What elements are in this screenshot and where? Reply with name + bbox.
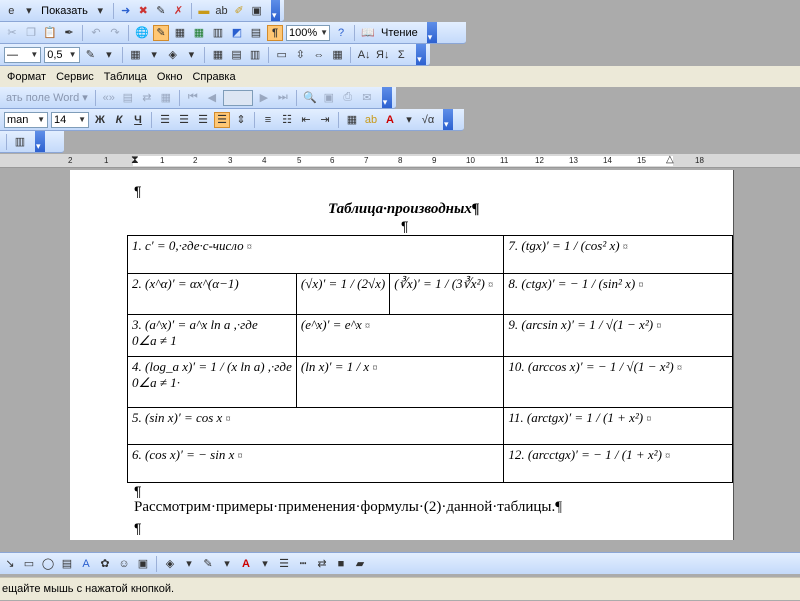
spelling-icon[interactable]: ab (215, 4, 228, 17)
doc-icon[interactable]: e (8, 4, 15, 17)
shading-color-icon[interactable]: ◈ (168, 49, 177, 61)
line-spacing-icon[interactable]: ⇕ (236, 114, 246, 126)
separator (113, 3, 114, 19)
ruler-text-area (133, 156, 673, 166)
align-right-icon[interactable]: ☰ (198, 114, 208, 126)
next-record-icon[interactable]: ▶ (259, 92, 269, 104)
table-row (128, 445, 733, 483)
hyperlink-icon[interactable]: 🌐 (135, 27, 149, 39)
ruler-tick: 6 (330, 156, 335, 165)
show-hide-icon[interactable]: ¶ (267, 25, 283, 41)
table-cell[interactable] (504, 315, 733, 357)
table-cell[interactable] (504, 357, 733, 408)
ruler-tick: 1 (160, 156, 165, 165)
insert-word-field-button[interactable]: ать поле Word ▾ (6, 92, 88, 104)
formula-8: 8. (ctgx)′ = − 1 / (sin² x) (508, 276, 636, 291)
table-cell[interactable] (390, 274, 504, 315)
toolbar-options-button[interactable] (382, 87, 392, 109)
document-page[interactable] (70, 170, 734, 540)
table-cell[interactable] (128, 236, 504, 274)
find-entry-icon[interactable]: 🔍 (302, 92, 317, 104)
zoom-value: 100% (289, 26, 318, 39)
view-merged-icon[interactable]: «» (102, 91, 115, 104)
paste-icon[interactable]: 📋 (43, 27, 57, 39)
merge-email-icon[interactable]: ✉ (362, 92, 372, 104)
separator (95, 90, 96, 106)
chevron-down-icon: ▼ (320, 27, 329, 37)
menu-window[interactable]: Окно (156, 70, 183, 83)
formula-3: 3. (a^x)′ = a^x ln a ,·где (132, 317, 258, 332)
insert-table-icon[interactable]: ▦ (212, 49, 224, 61)
document-map-icon[interactable]: ▤ (250, 27, 262, 39)
read-icon[interactable]: 📖 (361, 27, 375, 39)
menu-format[interactable]: Формат (7, 70, 47, 83)
insert-excel-icon[interactable]: ▦ (193, 27, 205, 39)
formula-2c: (∛x)′ = 1 / (3∛x²) (394, 276, 485, 291)
record-number-input[interactable] (223, 90, 253, 106)
table-cell[interactable] (296, 274, 389, 315)
small-toolbar (0, 131, 64, 153)
chevron-down-icon[interactable]: ▾ (406, 114, 412, 126)
ruler-tick: 4 (262, 156, 267, 165)
cell-marker: ¤ (638, 280, 644, 291)
status-bar (0, 577, 800, 600)
cell-marker: ¤ (225, 414, 231, 425)
zoom-combo[interactable] (286, 25, 330, 41)
italic-button[interactable]: К (115, 113, 123, 126)
arrow-style-icon[interactable]: ⇄ (317, 558, 327, 570)
3d-icon[interactable]: ▰ (355, 558, 365, 570)
vertical-scroll-area[interactable] (762, 170, 800, 540)
separator (128, 25, 129, 41)
formula-3-condition: 0∠a ≠ 1 (132, 333, 177, 348)
autoformat-icon[interactable]: ▦ (332, 49, 343, 61)
last-record-icon[interactable]: ⏭ (277, 91, 288, 103)
formula-2: 2. (x^α)′ = αx^(α−1) (132, 276, 239, 291)
formula-11: 11. (arctgx)′ = 1 / (1 + x²) (508, 410, 644, 425)
cell-marker: ¤ (676, 363, 682, 374)
table-cell[interactable] (504, 274, 733, 315)
columns-icon[interactable]: ▥ (212, 27, 224, 39)
justify-icon[interactable]: ☰ (214, 112, 230, 128)
chevron-down-icon: ▼ (30, 49, 39, 59)
separator (338, 112, 339, 128)
track-changes-icon[interactable]: ✎ (156, 5, 166, 17)
line-style-icon[interactable]: ☰ (279, 558, 289, 570)
redo-icon[interactable]: ↷ (110, 27, 120, 39)
separator (268, 47, 269, 63)
ruler-tick: 9 (432, 156, 437, 165)
table-cell[interactable] (128, 315, 297, 357)
cell-marker: ¤ (488, 280, 494, 291)
font-size-value: 14 (54, 113, 67, 126)
formula-6: 6. (cos x)′ = − sin x (132, 447, 235, 462)
table-cell[interactable] (504, 236, 733, 274)
horizontal-scroll-area[interactable] (0, 540, 800, 552)
autosum-icon[interactable]: Σ (397, 48, 405, 61)
dash-style-icon[interactable]: ┅ (299, 558, 307, 570)
formula-12: 12. (arcctgx)′ = − 1 / (1 + x²) (508, 447, 662, 462)
formula-5: 5. (sin x)′ = cos x (132, 410, 223, 425)
ruler-tick: 11 (500, 156, 509, 165)
table-cell[interactable] (128, 408, 504, 445)
separator (191, 3, 192, 19)
merge-cells-icon[interactable]: ▤ (231, 49, 242, 61)
standard-toolbar (0, 22, 466, 44)
formula-1: 1. c′ = 0,·где·c-число (132, 238, 244, 253)
dropdown-arrow-icon[interactable]: ▾ (26, 5, 32, 17)
table-cell[interactable] (504, 445, 733, 483)
cell-marker: ¤ (665, 451, 671, 462)
ruler-tick: 2 (193, 156, 198, 165)
reject-change-icon[interactable]: ✖ (138, 5, 148, 17)
formula-4-condition: 0∠a ≠ 1· (132, 375, 181, 390)
first-record-icon[interactable]: ⏮ (187, 91, 198, 103)
sort-asc-icon[interactable]: A↓ (357, 48, 371, 61)
table-row (128, 315, 733, 357)
ruler-tick: 1 (104, 156, 109, 165)
table-cell[interactable] (128, 357, 297, 408)
cell-marker: ¤ (646, 414, 652, 425)
line-weight-combo[interactable] (44, 47, 79, 63)
formula-3b: (e^x)′ = e^x (300, 317, 362, 332)
folder-icon[interactable]: ▬ (198, 4, 210, 17)
separator (6, 134, 7, 150)
menu-help[interactable]: Справка (192, 70, 236, 83)
highlight-fields-icon[interactable]: ▤ (122, 92, 133, 104)
separator (82, 25, 83, 41)
merge-new-doc-icon[interactable]: ▣ (323, 92, 334, 104)
formula-7: 7. (tgx)′ = 1 / (cos² x) (508, 238, 620, 253)
show-menu-button[interactable]: Показать (41, 4, 88, 17)
distribute-columns-icon[interactable]: ⇔ (313, 48, 325, 61)
clipart-icon[interactable]: ☺ (118, 557, 130, 570)
table-row (128, 274, 733, 315)
rectangle-icon[interactable]: ▭ (23, 558, 35, 570)
chevron-down-icon[interactable]: ▾ (262, 558, 268, 570)
ruler-tick: 3 (228, 156, 233, 165)
cell-marker: ¤ (364, 321, 370, 332)
toolbar-options-button[interactable] (427, 22, 437, 44)
arrow-icon[interactable]: ↘ (5, 558, 15, 570)
table-row (128, 357, 733, 408)
font-name-combo[interactable] (4, 112, 48, 128)
indent-marker-icon[interactable]: ⧗ (131, 154, 139, 166)
previous-record-icon[interactable]: ◀ (207, 92, 217, 104)
separator (179, 90, 180, 106)
formatting-toolbar (0, 109, 464, 131)
undo-icon[interactable]: ↶ (91, 27, 101, 39)
cell-marker: ¤ (372, 363, 378, 374)
cell-marker: ¤ (237, 451, 243, 462)
menu-bar (0, 66, 800, 87)
decrease-indent-icon[interactable]: ⇤ (301, 114, 311, 126)
chevron-down-icon[interactable]: ▾ (97, 5, 103, 17)
outside-border-icon[interactable]: ▦ (130, 49, 141, 61)
equation-icon[interactable]: √α (421, 113, 435, 126)
ruler-tick: 18 (695, 156, 704, 165)
drawing-icon[interactable]: ◩ (231, 27, 243, 39)
toolbar-options-button[interactable] (443, 109, 453, 131)
oval-icon[interactable]: ◯ (41, 558, 55, 570)
font-name-value: man (7, 113, 29, 126)
cell-marker: ¤ (246, 242, 252, 253)
insert-word-field-label: ать поле Word (6, 92, 80, 104)
table-cell[interactable] (504, 408, 733, 445)
chevron-down-icon[interactable]: ▾ (186, 558, 192, 570)
table-cell[interactable] (128, 274, 297, 315)
body-paragraph: Рассмотрим·примеры·применения·формулы·(2)·данной·таблицы.¶ (134, 499, 563, 515)
horizontal-ruler[interactable] (0, 154, 800, 168)
tables-borders-icon[interactable]: ✎ (153, 25, 169, 41)
sort-desc-icon[interactable]: Я↓ (376, 48, 390, 61)
font-color-icon[interactable]: A (242, 557, 250, 570)
highlight-icon[interactable]: ab (364, 113, 378, 126)
font-size-combo[interactable] (51, 112, 89, 128)
help-icon[interactable]: ? (337, 26, 345, 39)
derivatives-table[interactable] (127, 235, 733, 483)
tables-borders-toolbar (0, 44, 430, 66)
table-cell[interactable] (128, 445, 504, 483)
toolbar-options-button[interactable] (271, 0, 280, 22)
chevron-down-icon[interactable]: ▾ (188, 49, 195, 61)
increase-indent-icon[interactable]: ⇥ (320, 114, 330, 126)
line-color-icon[interactable]: ✎ (203, 558, 213, 570)
formula-2b: (√x)′ = 1 / (2√x) (300, 276, 386, 291)
columns-icon[interactable]: ▥ (14, 136, 26, 148)
ruler-tick: 10 (466, 156, 475, 165)
align-center-icon[interactable]: ☰ (179, 114, 189, 126)
cell-marker: ¤ (656, 321, 662, 332)
ruler-tick: 5 (297, 156, 302, 165)
ruler-tick: 2 (68, 156, 73, 165)
textbox-icon[interactable]: ▤ (61, 558, 73, 570)
ruler-tick: 15 (637, 156, 646, 165)
match-fields-icon[interactable]: ⇄ (142, 92, 152, 104)
table-title: Таблица·производных¶ (328, 201, 480, 217)
insert-table-icon[interactable]: ▦ (174, 27, 186, 39)
align-icon[interactable]: ▭ (276, 49, 287, 61)
separator (204, 47, 205, 63)
propagate-labels-icon[interactable]: ▦ (160, 92, 171, 104)
formula-4: 4. (log_a x)′ = 1 / (x ln a) ,·где (132, 359, 292, 374)
align-left-icon[interactable]: ☰ (160, 114, 170, 126)
paragraph-mark: ¶ (134, 520, 142, 536)
ruler-tick: 13 (569, 156, 578, 165)
ruler-tick: 7 (364, 156, 369, 165)
ruler-tick: 14 (603, 156, 612, 165)
bold-button[interactable]: Ж (95, 113, 105, 126)
cut-icon[interactable]: ✂ (7, 27, 17, 39)
format-painter-icon[interactable]: ✒ (64, 27, 74, 39)
paragraph-mark: ¶ (401, 218, 409, 234)
bullets-icon[interactable]: ☷ (282, 114, 292, 126)
chevron-down-icon: ▼ (37, 114, 45, 124)
separator (254, 112, 255, 128)
line-style-combo[interactable] (4, 47, 41, 63)
font-color-icon[interactable]: A (386, 113, 394, 126)
borders-icon[interactable]: ▦ (346, 114, 358, 126)
separator (151, 112, 152, 128)
menu-table[interactable]: Таблица (103, 70, 147, 83)
ruler-tick: 12 (535, 156, 544, 165)
mail-merge-toolbar (0, 87, 396, 109)
status-text: ещайте мышь с нажатой кнопкой. (2, 583, 175, 595)
wordart-icon[interactable]: A (82, 557, 90, 570)
right-indent-marker-icon[interactable]: △ (666, 154, 674, 165)
formula-9: 9. (arcsin x)′ = 1 / √(1 − x²) (508, 317, 654, 332)
separator (296, 90, 297, 106)
chevron-down-icon: ▼ (78, 114, 86, 124)
separator (122, 47, 123, 63)
fill-color-icon[interactable]: ◈ (165, 558, 175, 570)
paragraph-mark: ¶ (134, 183, 142, 199)
comment-icon[interactable]: ✗ (173, 5, 184, 17)
line-weight-value: 0,5 (47, 48, 63, 61)
copy-icon[interactable]: ❐ (26, 27, 36, 39)
table-cell[interactable] (296, 315, 504, 357)
formula-10: 10. (arccos x)′ = − 1 / √(1 − x²) (508, 359, 674, 374)
line-style-value: — (7, 48, 18, 61)
separator (156, 556, 157, 572)
paragraph-mark: ¶ (134, 483, 142, 499)
numbering-icon[interactable]: ≡ (264, 113, 272, 126)
table-row (128, 236, 733, 274)
merge-printer-icon[interactable]: ⎙ (343, 91, 353, 103)
diagram-icon[interactable]: ✿ (100, 558, 110, 570)
table-cell[interactable] (296, 357, 504, 408)
chevron-down-icon[interactable]: ▾ (224, 558, 230, 570)
cell-marker: ¤ (622, 242, 628, 253)
chevron-down-icon[interactable]: ▾ (151, 49, 157, 61)
shadow-icon[interactable]: ■ (337, 557, 345, 570)
standard-toolbar-top (0, 0, 284, 22)
chevron-down-icon: ▼ (68, 49, 77, 59)
separator (350, 47, 351, 63)
split-cells-icon[interactable]: ▥ (249, 49, 261, 61)
toolbar-options-button[interactable] (416, 44, 426, 66)
chevron-down-icon[interactable]: ▾ (106, 49, 112, 61)
read-button[interactable]: Чтение (381, 26, 418, 39)
ruler-tick: 8 (398, 156, 403, 165)
toolbar-options-button[interactable] (35, 131, 45, 153)
underline-button[interactable]: Ч (134, 113, 142, 126)
accept-change-icon[interactable]: ➜ (121, 5, 131, 17)
table-row (128, 408, 733, 445)
reviewing-pane-icon[interactable]: ▣ (251, 5, 262, 17)
formula-4b: (ln x)′ = 1 / x (300, 359, 370, 374)
drawing-toolbar (0, 552, 800, 574)
highlighter-icon[interactable]: ✐ (234, 5, 244, 17)
picture-icon[interactable]: ▣ (137, 558, 149, 570)
border-color-icon[interactable]: ✎ (85, 49, 95, 61)
separator (354, 25, 355, 41)
menu-tools[interactable]: Сервис (56, 70, 94, 83)
distribute-rows-icon[interactable]: ⇳ (295, 49, 305, 61)
